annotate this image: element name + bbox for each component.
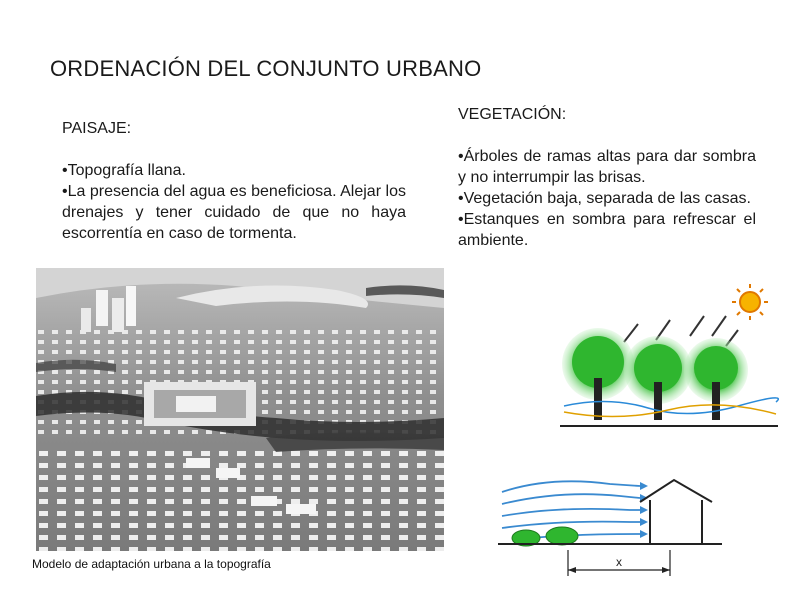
distance-label: x bbox=[616, 555, 622, 569]
house-svg bbox=[490, 462, 730, 584]
slide-title: ORDENACIÓN DEL CONJUNTO URBANO bbox=[50, 56, 482, 81]
paisaje-heading: PAISAJE: bbox=[62, 120, 132, 137]
sun-icon bbox=[732, 284, 768, 320]
vegetacion-bullet-1: •Árboles de ramas altas para dar sombra y no interrumpir las brisas. bbox=[458, 148, 756, 186]
paisaje-bullet-2: •La presencia del agua es beneficiosa. Alejar los drenajes y tener cuidado de que no haya escorrentía en caso de tormenta. bbox=[62, 183, 406, 242]
trees-svg bbox=[558, 282, 780, 444]
paisaje-section bbox=[62, 118, 406, 244]
urban-model-illustration bbox=[36, 268, 444, 551]
house-illustration bbox=[490, 462, 730, 584]
vegetacion-heading: VEGETACIÓN: bbox=[458, 106, 567, 123]
vegetacion-bullet-2: •Vegetación baja, separada de las casas. bbox=[458, 190, 751, 207]
photo-caption: Modelo de adaptación urbana a la topografía bbox=[32, 557, 271, 571]
trees-illustration bbox=[558, 282, 780, 444]
urban-model-photo bbox=[36, 268, 444, 551]
tree-icon bbox=[562, 328, 634, 420]
paisaje-bullet-1: •Topografía llana. bbox=[62, 162, 186, 179]
vegetacion-bullet-3: •Estanques en sombra para refrescar el ambiente. bbox=[458, 211, 756, 249]
vegetacion-section bbox=[458, 104, 756, 251]
house-icon bbox=[640, 480, 712, 544]
